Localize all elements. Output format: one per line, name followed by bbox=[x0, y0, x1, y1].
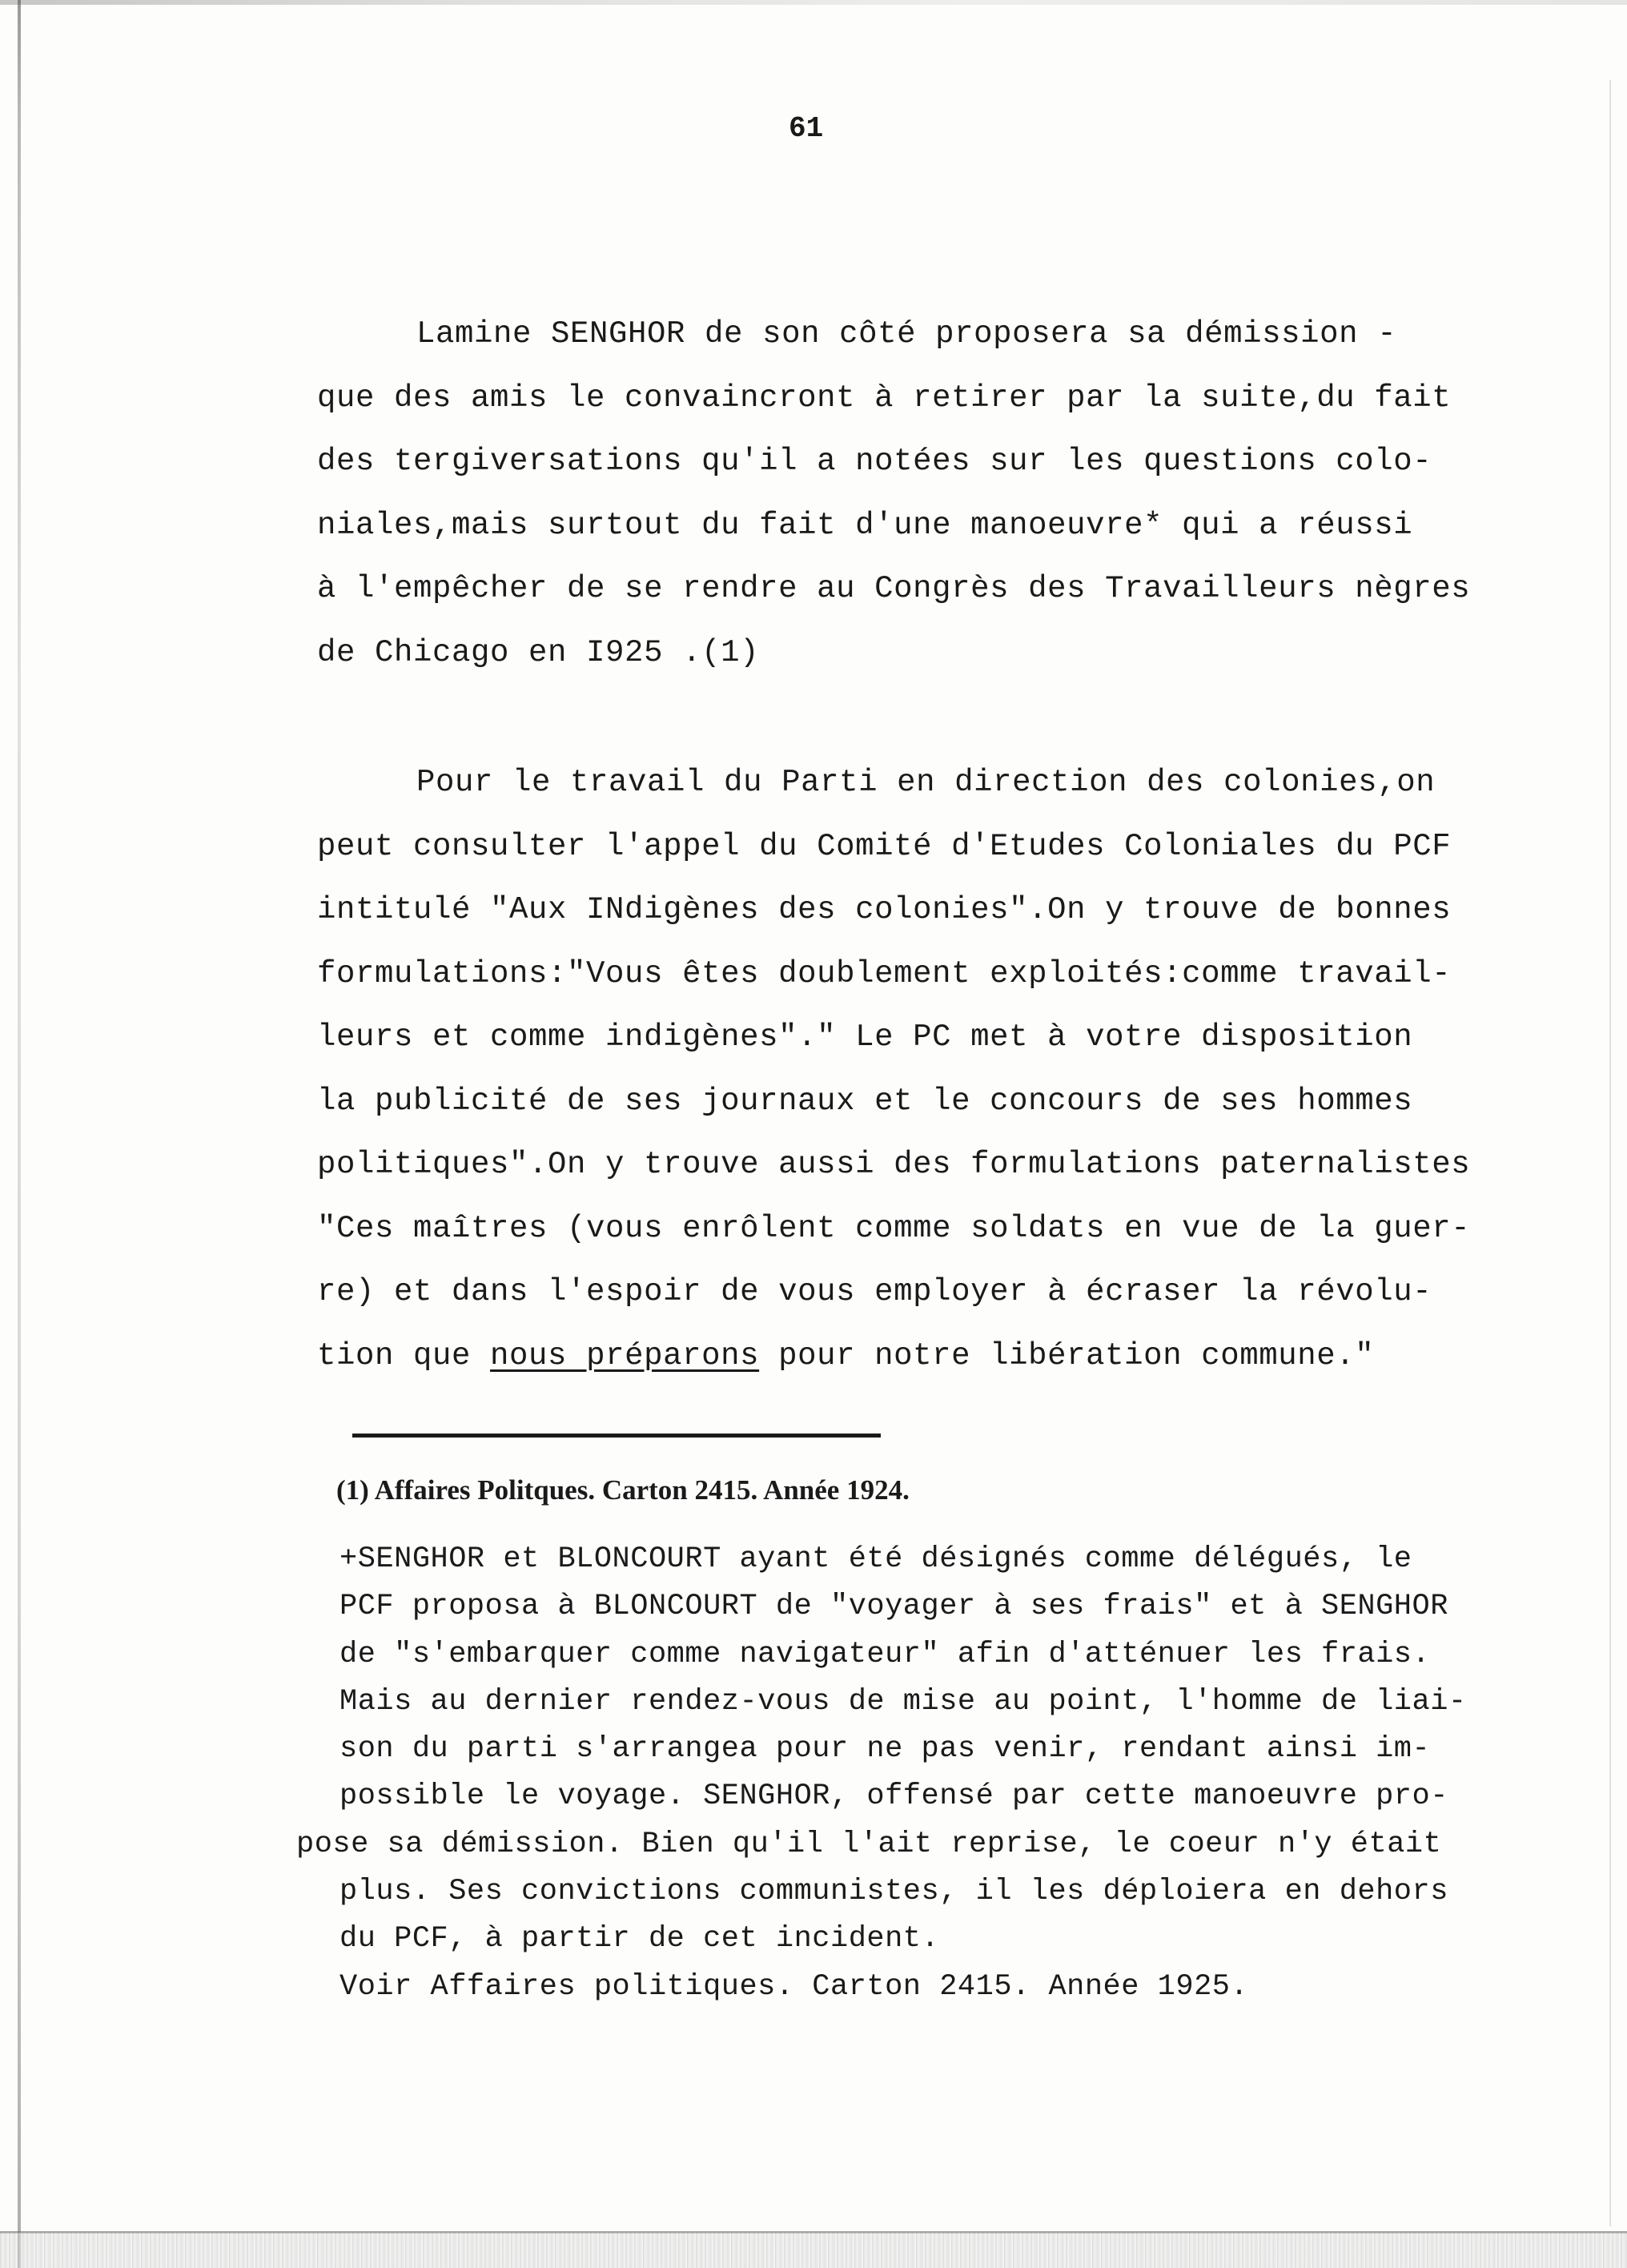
scan-edge-left bbox=[18, 0, 21, 2268]
text-line: la publicité de ses journaux et le concours de ses hommes bbox=[317, 1083, 1413, 1119]
footnote-reference: (1) Affaires Politques. Carton 2415. Année 1924. bbox=[336, 1474, 910, 1506]
text-line: peut consulter l'appel du Comité d'Etudes Coloniales du PCF bbox=[317, 828, 1452, 864]
footnote-line: Voir Affaires politiques. Carton 2415. Année 1925. bbox=[339, 1969, 1249, 2004]
scan-edge-bottom bbox=[0, 2233, 1627, 2268]
footnote-line: du PCF, à partir de cet incident. bbox=[339, 1922, 940, 1956]
page-number: 61 bbox=[789, 112, 824, 145]
text-line: de Chicago en I925 .(1) bbox=[317, 634, 760, 670]
text-line: Pour le travail du Parti en direction des colonies,on bbox=[416, 765, 1436, 800]
footnote-line: +SENGHOR et BLONCOURT ayant été désignés comme délégués, le bbox=[339, 1542, 1412, 1576]
underlined-phrase: nous préparons bbox=[490, 1337, 760, 1373]
text-segment: tion que bbox=[317, 1337, 491, 1373]
text-line: niales,mais surtout du fait d'une manoeuvre* qui a réussi bbox=[317, 507, 1413, 543]
paragraph-party-colonies bbox=[317, 751, 1518, 1388]
scan-edge-top bbox=[0, 0, 1627, 5]
footnote-line: pose sa démission. Bien qu'il l'ait reprise, le coeur n'y était bbox=[296, 1827, 1442, 1861]
text-line: re) et dans l'espoir de vous employer à écraser la révolu- bbox=[317, 1274, 1432, 1309]
scan-edge-right bbox=[1609, 80, 1611, 2226]
footnote-body bbox=[296, 1536, 1577, 2011]
text-line: que des amis le convaincront à retirer par la suite,du fait bbox=[317, 380, 1452, 416]
text-segment: pour notre libération commune." bbox=[759, 1337, 1375, 1373]
footnote-line: Mais au dernier rendez-vous de mise au point, l'homme de liai- bbox=[339, 1684, 1467, 1719]
text-line: leurs et comme indigènes"." Le PC met à votre disposition bbox=[317, 1019, 1413, 1055]
footnote-line: possible le voyage. SENGHOR, offensé par cette manoeuvre pro- bbox=[339, 1779, 1448, 1814]
footnote-line: de "s'embarquer comme navigateur" afin d'atténuer les frais. bbox=[339, 1637, 1431, 1671]
text-line: Lamine SENGHOR de son côté proposera sa démission - bbox=[416, 316, 1397, 352]
text-line: à l'empêcher de se rendre au Congrès des Travailleurs nègres bbox=[317, 571, 1471, 606]
footnote-line: son du parti s'arrangea pour ne pas venir, rendant ainsi im- bbox=[339, 1732, 1431, 1767]
text-line: "Ces maîtres (vous enrôlent comme soldats en vue de la guer- bbox=[317, 1210, 1471, 1246]
footnote-line: plus. Ses convictions communistes, il les déploiera en dehors bbox=[339, 1875, 1448, 1909]
text-line: politiques".On y trouve aussi des formulations paternalistes bbox=[317, 1147, 1471, 1182]
text-line: des tergiversations qu'il a notées sur les questions colo- bbox=[317, 444, 1432, 479]
footnote-line: PCF proposa à BLONCOURT de "voyager à ses frais" et à SENGHOR bbox=[339, 1590, 1448, 1624]
paragraph-senghor-resignation bbox=[317, 303, 1518, 685]
text-line: formulations:"Vous êtes doublement exploités:comme travail- bbox=[317, 955, 1452, 991]
text-line-last bbox=[317, 1325, 1518, 1389]
text-line: intitulé "Aux INdigènes des colonies".On y trouve de bonnes bbox=[317, 892, 1452, 927]
footnote-separator bbox=[352, 1434, 881, 1438]
